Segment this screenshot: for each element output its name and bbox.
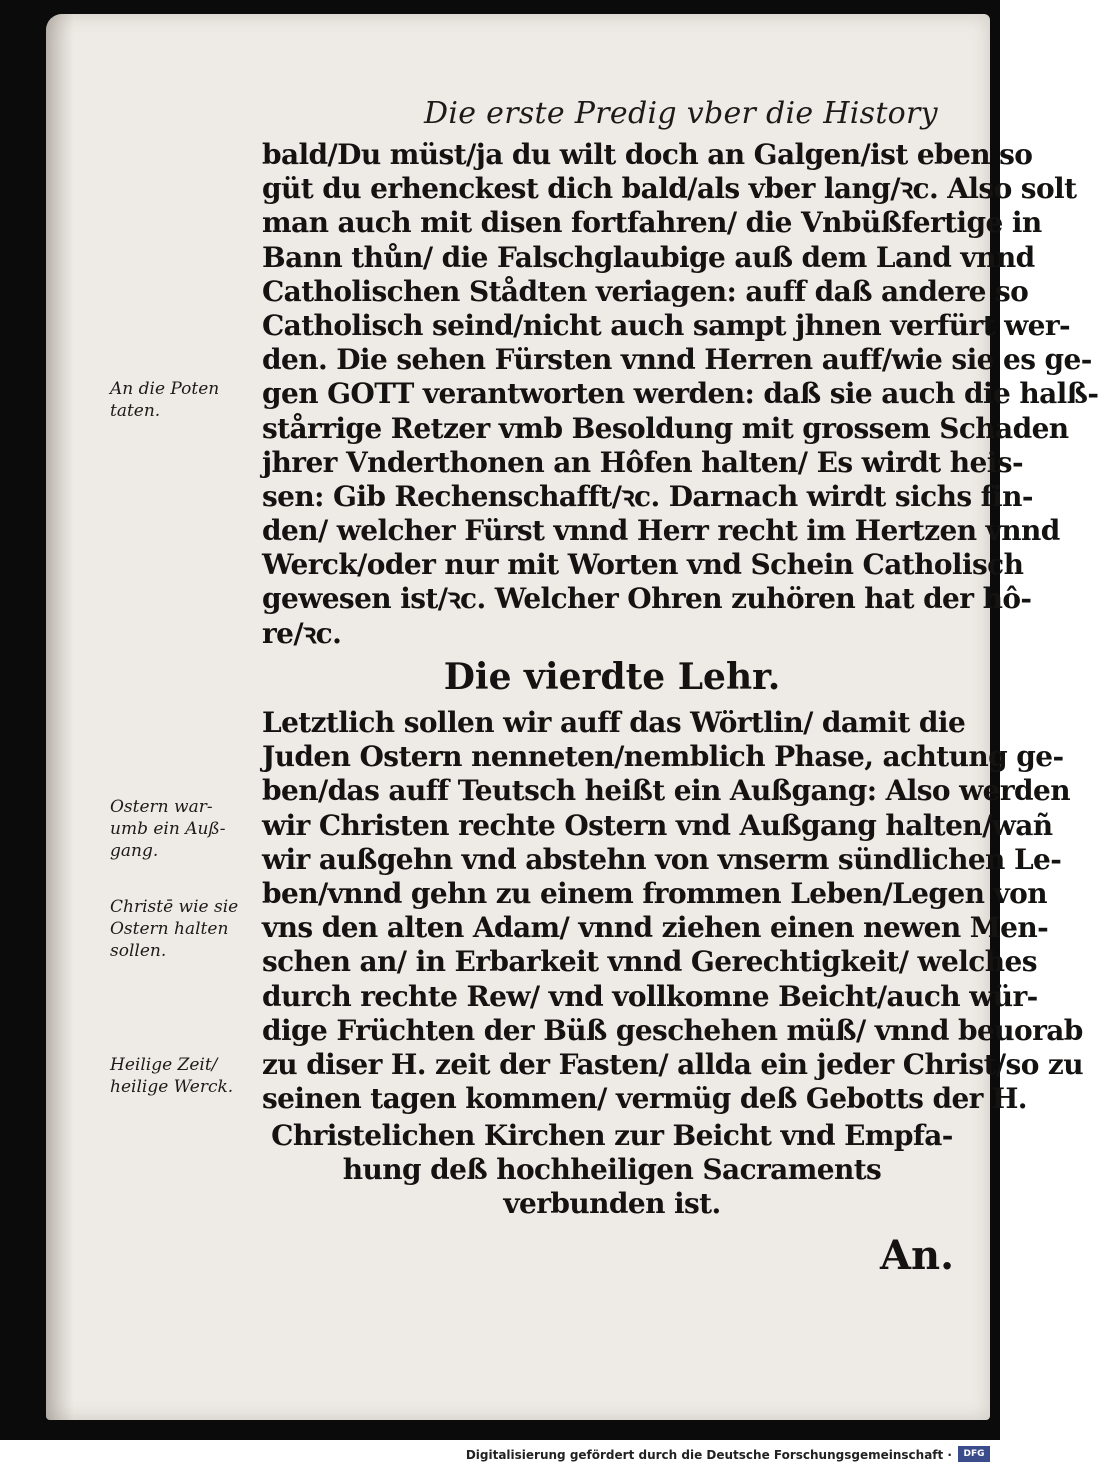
body-text-block-2 xyxy=(262,706,1083,1116)
text-line: dige Früchten der Büß geschehen müß/ vnnd beuorab xyxy=(262,1013,1083,1047)
margin-note-line: Ostern war- xyxy=(110,797,213,817)
text-line: den/ welcher Fürst vnnd Herr recht im Hertzen vnnd xyxy=(262,514,1060,548)
margin-note xyxy=(110,1054,250,1098)
catchword: An. xyxy=(880,1232,955,1279)
text-line: gen GOTT verantworten werden: daß sie auch die halß- xyxy=(262,377,1098,411)
margin-note xyxy=(110,796,250,862)
margin-note-line: Christē wie sie xyxy=(110,897,239,917)
text-line: hung deß hochheiligen Sacraments xyxy=(342,1153,882,1187)
text-line: stårrige Retzer vmb Besoldung mit grossem Schaden xyxy=(262,411,1069,445)
closing-lines xyxy=(262,1119,962,1222)
footer-bar xyxy=(0,1440,1000,1468)
funding-notice: Digitalisierung gefördert durch die Deutsche Forschungsgemeinschaft · xyxy=(465,1448,952,1462)
dfg-logo-icon: DFG xyxy=(958,1446,990,1462)
margin-note-line: taten. xyxy=(110,401,161,421)
margin-note-line: umb ein Auß- xyxy=(110,819,226,839)
margin-note-line: An die Poten xyxy=(110,379,220,399)
text-line: jhrer Vnderthonen an Hôfen halten/ Es wirdt heis- xyxy=(262,445,1023,479)
text-line: gewesen ist/ꝛc. Welcher Ohren zuhören hat der hô- xyxy=(262,582,1032,616)
text-line: Juden Ostern nenneten/nemblich Phase, achtung ge- xyxy=(262,740,1064,774)
text-line: sen: Gib Rechenschafft/ꝛc. Darnach wirdt sichs fin- xyxy=(262,479,1033,513)
text-line: ben/vnnd gehn zu einem frommen Leben/Legen von xyxy=(262,876,1047,910)
section-heading: Die vierdte Lehr. xyxy=(443,656,781,698)
text-line: den. Die sehen Fürsten vnnd Herren auff/wie sie es ge- xyxy=(262,343,1092,377)
text-line: Werck/oder nur mit Worten vnd Schein Catholisch xyxy=(262,548,1024,582)
margin-note-line: heilige Werck. xyxy=(110,1077,234,1097)
text-line: güt du erhenckest dich bald/als vber lang/ꝛc. Also solt xyxy=(262,172,1077,206)
text-line: seinen tagen kommen/ vermüg deß Gebotts der H. xyxy=(262,1082,1027,1116)
text-line: Bann thůn/ die Falschglaubige auß dem Land vnnd xyxy=(262,240,1035,274)
text-line: zu diser H. zeit der Fasten/ allda ein jeder Christ/so zu xyxy=(262,1047,1083,1081)
text-line: bald/Du müst/ja du wilt doch an Galgen/ist eben so xyxy=(262,138,1033,171)
body-text-block-1 xyxy=(262,138,1098,651)
text-line: Catholisch seind/nicht auch sampt jhnen verfürt wer- xyxy=(262,308,1071,342)
text-line: wir außgehn vnd abstehn von vnserm sündlichen Le- xyxy=(262,842,1062,876)
text-line: durch rechte Rew/ vnd vollkomne Beicht/auch wür- xyxy=(262,979,1038,1013)
text-line: Letztlich sollen wir auff das Wörtlin/ damit die xyxy=(262,706,966,739)
text-line: Christelichen Kirchen zur Beicht vnd Empfa- xyxy=(271,1119,953,1152)
margin-note xyxy=(110,896,250,962)
text-line: re/ꝛc. xyxy=(262,616,342,650)
text-line: man auch mit disen fortfahren/ die Vnbüßfertige in xyxy=(262,206,1042,240)
text-line: verbunden ist. xyxy=(503,1187,721,1221)
text-line: Catholischen Stådten veriagen: auff daß andere so xyxy=(262,274,1029,308)
margin-note xyxy=(110,378,250,422)
running-head: Die erste Predig vber die History xyxy=(424,96,938,131)
text-line: wir Christen rechte Ostern vnd Außgang halten/wañ xyxy=(262,808,1053,842)
text-line: vns den alten Adam/ vnnd ziehen einen newen Men- xyxy=(262,911,1049,945)
text-line: schen an/ in Erbarkeit vnnd Gerechtigkeit/ welches xyxy=(262,945,1037,979)
text-line: ben/das auff Teutsch heißt ein Außgang: Also werden xyxy=(262,774,1070,808)
margin-note-line: Heilige Zeit/ xyxy=(110,1055,218,1075)
margin-note-line: sollen. xyxy=(110,941,167,961)
margin-note-line: gang. xyxy=(110,841,159,861)
margin-note-line: Ostern halten xyxy=(110,919,229,939)
